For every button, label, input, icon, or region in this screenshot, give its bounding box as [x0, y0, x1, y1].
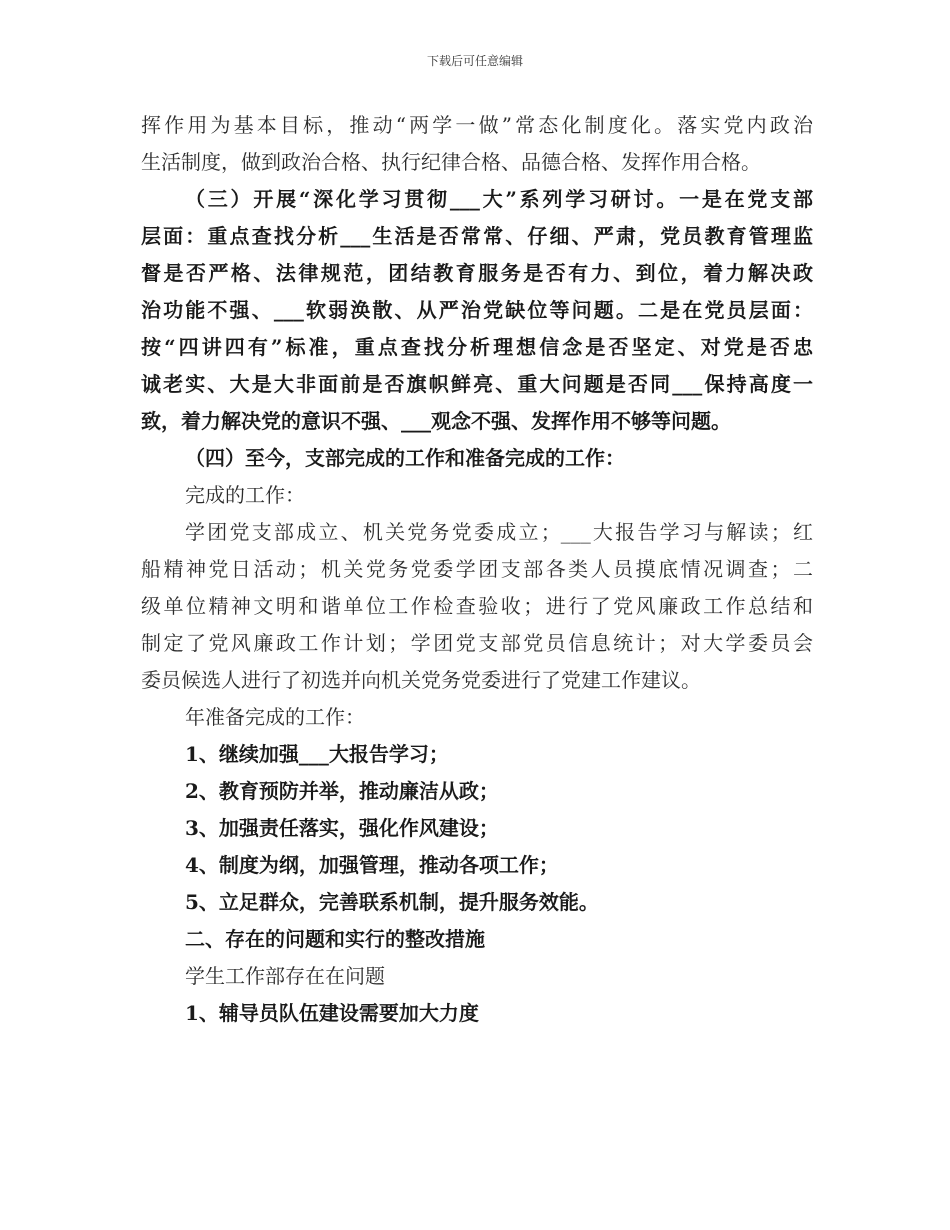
list-item: 5、立足群众，完善联系机制，提升服务效能。	[185, 890, 599, 914]
text-line: 挥作用为基本目标，推动“两学一做”常态化制度化。落实党内政治	[141, 113, 813, 137]
header-note: 下载后可任意编辑	[426, 54, 523, 68]
section-title-problems: 二、存在的问题和实行的整改措施	[185, 927, 485, 951]
text-line: 督是否严格、法律规范，团结教育服务是否有力、到位，着力解决政	[141, 261, 813, 285]
text-line: 学团党支部成立、机关党务党委成立；___大报告学习与解读；红	[185, 520, 813, 544]
paragraph-study-seminar	[141, 181, 813, 440]
text-line: 致，着力解决党的意识不强、___观念不强、发挥作用不够等问题。	[141, 409, 731, 433]
label-completed-work: 完成的工作：	[185, 483, 305, 507]
text-line: 级单位精神文明和谐单位工作检查验收；进行了党风廉政工作总结和	[141, 594, 813, 618]
text-line: （三）开展“深化学习贯彻___大”系列学习研讨。一是在党支部	[185, 187, 813, 211]
problem-item: 1、辅导员队伍建设需要加大力度	[185, 1001, 479, 1025]
text-line: 委员候选人进行了初选并向机关党务党委进行了党建工作建议。	[141, 668, 701, 692]
text-line: 船精神党日活动；机关党务党委学团支部各类人员摸底情况调查；二	[141, 557, 813, 581]
paragraph-goals	[141, 107, 813, 181]
label-student-affairs-problems: 学生工作部存在在问题	[185, 964, 385, 988]
subheading-progress: （四）至今，支部完成的工作和准备完成的工作：	[185, 446, 625, 470]
label-planned-work: 年准备完成的工作：	[185, 705, 365, 729]
paragraph-completed-work	[141, 514, 813, 699]
list-item: 2、教育预防并举，推动廉洁从政；	[185, 779, 499, 803]
text-line: 生活制度，做到政治合格、执行纪律合格、品德合格、发挥作用合格。	[141, 150, 761, 174]
list-item: 1、继续加强___大报告学习；	[185, 742, 449, 766]
list-item: 4、制度为纲，加强管理，推动各项工作；	[185, 853, 559, 877]
text-line: 诚老实、大是大非面前是否旗帜鲜亮、重大问题是否同___保持高度一	[141, 372, 813, 396]
text-line: 治功能不强、___软弱涣散、从严治党缺位等问题。二是在党员层面：	[141, 298, 813, 322]
text-line: 按“四讲四有”标准，重点查找分析理想信念是否坚定、对党是否忠	[141, 335, 813, 359]
document-body	[141, 107, 813, 1032]
list-item: 3、加强责任落实，强化作风建设；	[185, 816, 499, 840]
text-line: 制定了党风廉政工作计划；学团党支部党员信息统计；对大学委员会	[141, 631, 813, 655]
text-line: 层面：重点查找分析___生活是否常常、仔细、严肃，党员教育管理监	[141, 224, 813, 248]
planned-work-list	[141, 736, 813, 921]
